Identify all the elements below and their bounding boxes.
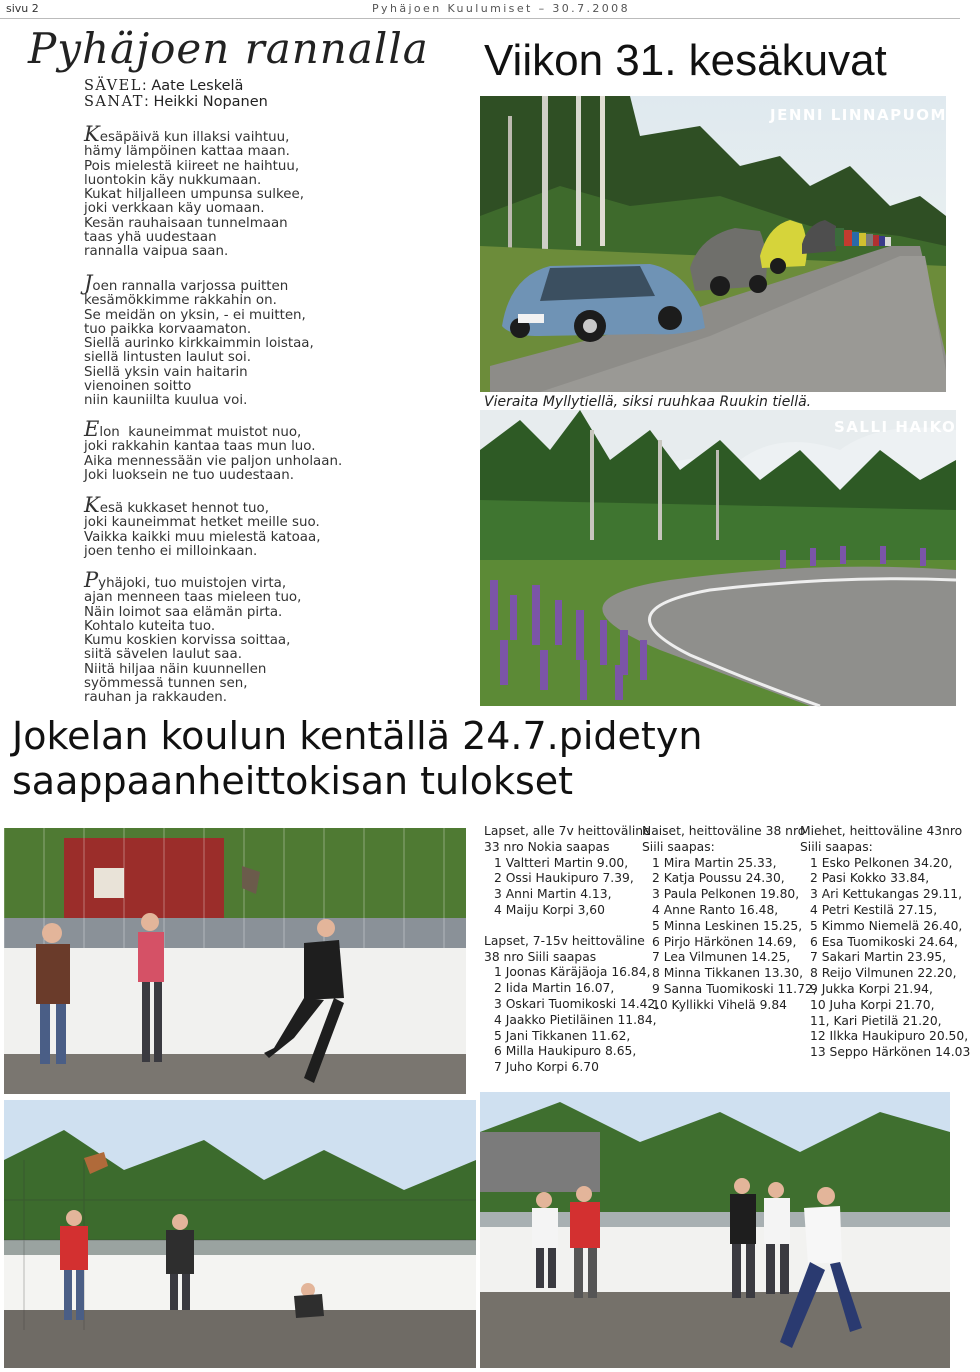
photo-boot-throw-2 [4,1100,476,1368]
weekly-photos-title: Viikon 31. kesäkuvat [484,36,887,85]
results-heading: 38 nro Siili saapas [484,949,597,964]
result-item: 2 Pasi Kokko 33.84, [810,871,930,886]
results-heading: Siili saapas: [800,839,873,854]
result-item: 9 Sanna Tuomikoski 11.72, [652,981,817,996]
photo-credit: SALLI HAIKOLA [834,418,980,436]
results-heading: 33 nro Nokia saapas [484,839,610,854]
stanza-text: esä kukkaset hennot tuo, joki kauneimmat hetket meille suo. Vaikka kaikki muu mielestä katoaa, joen tenho ei milloinkaan. [84,501,321,559]
photo-cars-on-road [480,96,946,392]
poem-credit-lyricist [84,94,268,110]
drop-cap: K [84,122,100,146]
results-heading: Naiset, heittoväline 38 nro [642,824,806,838]
result-item: 5 Kimmo Niemelä 26.40, [810,918,963,933]
poem-stanza-4 [84,493,321,559]
results-heading: Lapset, 7-15v heittoväline [484,933,645,948]
poem-stanza-5 [84,568,302,706]
result-item: 3 Anni Martin 4.13, [494,887,612,902]
poem-stanza-3 [84,417,343,483]
result-item: 5 Minna Leskinen 15.25, [652,918,803,933]
results-heading: Lapset, alle 7v heittoväline [484,824,651,838]
drop-cap: P [84,568,99,592]
drop-cap: E [84,417,100,441]
result-item: 7 Sakari Martin 23.95, [810,950,947,965]
photo-credit: JENNI LINNAPUOMI [770,106,955,124]
stanza-text: yhäjoki, tuo muistojen virta, ajan menneen taas mieleen tuo, Näin loimot saa elämän pirta. Kohtalo kuteita tuo. Kumu koskien korvissa soittaa, siitä sävelen laulut saa. Niitä hiljaa näin kuunnellen syömmessä tunnen sen, rauhan ja rakkauden. [84,576,302,706]
results-heading: Miehet, heittoväline 43nro [800,824,963,838]
result-item: 4 Maiju Korpi 3,60 [494,902,605,917]
stanza-text: esäpäivä kun illaksi vaihtuu, hämy lämpöinen kattaa maan. Pois mielestä kiireet ne haihtuu, luontokin käy nukkumaan. Kukat hiljalleen umpunsa sulkee, joki verkkaan käy uomaan. Kesän rauhaisaan tunnelmaan taas yhä uudestaan rannalla vaipua saan. [84,130,304,260]
result-item: 12 Ilkka Haukipuro 20.50, [810,1029,969,1044]
results-heading: Siili saapas: [642,839,715,854]
contest-title-line-1: Jokelan koulun kentällä 24.7.pidetyn [12,714,703,758]
result-item: 1 Joonas Käräjäoja 16.84, [494,965,651,980]
result-item: 3 Ari Kettukangas 29.11, [810,887,962,902]
poem-credit-composer [84,78,243,94]
result-item: 11, Kari Pietilä 21.20, [810,1013,942,1028]
photo-caption: Vieraita Myllytiellä, siksi ruuhkaa Ruukin tiellä. [484,394,812,410]
stanza-text: oen rannalla varjossa puitten kesämökkimme rakkahin on. Se meidän on yksin, - ei muitten, tuo paikka korvaamaton. Siellä aurinko kirkkaimmin loistaa, siellä lintusten laulut soi. Siellä yksin vain haitarin vienoinen soitto niin kauniilta kuulua voi. [84,279,314,409]
result-item: 5 Jani Tikkanen 11.62, [494,1028,631,1043]
result-item: 2 Ossi Haukipuro 7.39, [494,871,634,886]
poem-stanza-2 [84,271,314,409]
credit-key: SÄVEL [84,78,142,94]
result-item: 6 Milla Haukipuro 8.65, [494,1044,637,1059]
paper-name: Pyhäjoen Kuulumiset – 30.7.2008 [372,2,630,15]
drop-cap: J [84,271,93,295]
photo-boot-throw-3 [480,1092,950,1368]
photo-boot-throw-1 [4,828,466,1094]
result-item: 3 Paula Pelkonen 19.80, [652,887,800,902]
page-header [0,0,960,19]
credit-value: : Aate Leskelä [141,78,244,94]
result-item: 4 Petri Kestilä 27.15, [810,902,938,917]
contest-title [12,714,702,804]
result-item: 13 Seppo Härkönen 14.03 [810,1045,971,1060]
drop-cap: K [84,493,100,517]
result-item: 7 Juho Korpi 6.70 [494,1060,599,1075]
result-item: 10 Juha Korpi 21.70, [810,997,935,1012]
poem-stanza-1 [84,122,304,260]
result-item: 1 Mira Martin 25.33, [652,855,777,870]
result-item: 6 Esa Tuomikoski 24.64, [810,934,958,949]
stanza-text: lon kauneimmat muistot nuo, joki rakkahin kantaa taas mun luo. Aika mennessään vie paljon unholaan. Joki luoksein ne tuo uudestaan. [84,425,343,483]
result-item: 9 Jukka Korpi 21.94, [810,981,933,996]
result-item: 4 Jaakko Pietiläinen 11.84, [494,1012,657,1027]
credit-key: SANAT [84,94,144,110]
result-item: 2 Iida Martin 16.07, [494,981,615,996]
credit-value: : Heikki Nopanen [143,94,268,110]
results-column-women [642,824,817,1014]
result-item: 7 Lea Vilmunen 14.25, [652,950,791,965]
results-column-men [800,824,970,1061]
contest-title-line-2: saappaanheittokisan tulokset [12,759,574,803]
result-item: 1 Esko Pelkonen 34.20, [810,855,953,870]
photo-road-lupines [480,410,956,706]
result-item: 6 Pirjo Härkönen 14.69, [652,934,797,949]
result-item: 1 Valtteri Martin 9.00, [494,855,629,870]
result-item: 2 Katja Poussu 24.30, [652,871,785,886]
result-item: 10 Kyllikki Vihelä 9.84 [652,997,787,1012]
results-column-children [484,824,659,1076]
poem-title: Pyhäjoen rannalla [28,24,429,73]
result-item: 3 Oskari Tuomikoski 14.42, [494,996,660,1011]
page-number: sivu 2 [6,2,39,15]
result-item: 4 Anne Ranto 16.48, [652,902,779,917]
result-item: 8 Minna Tikkanen 13.30, [652,966,804,981]
result-item: 8 Reijo Vilmunen 22.20, [810,966,957,981]
